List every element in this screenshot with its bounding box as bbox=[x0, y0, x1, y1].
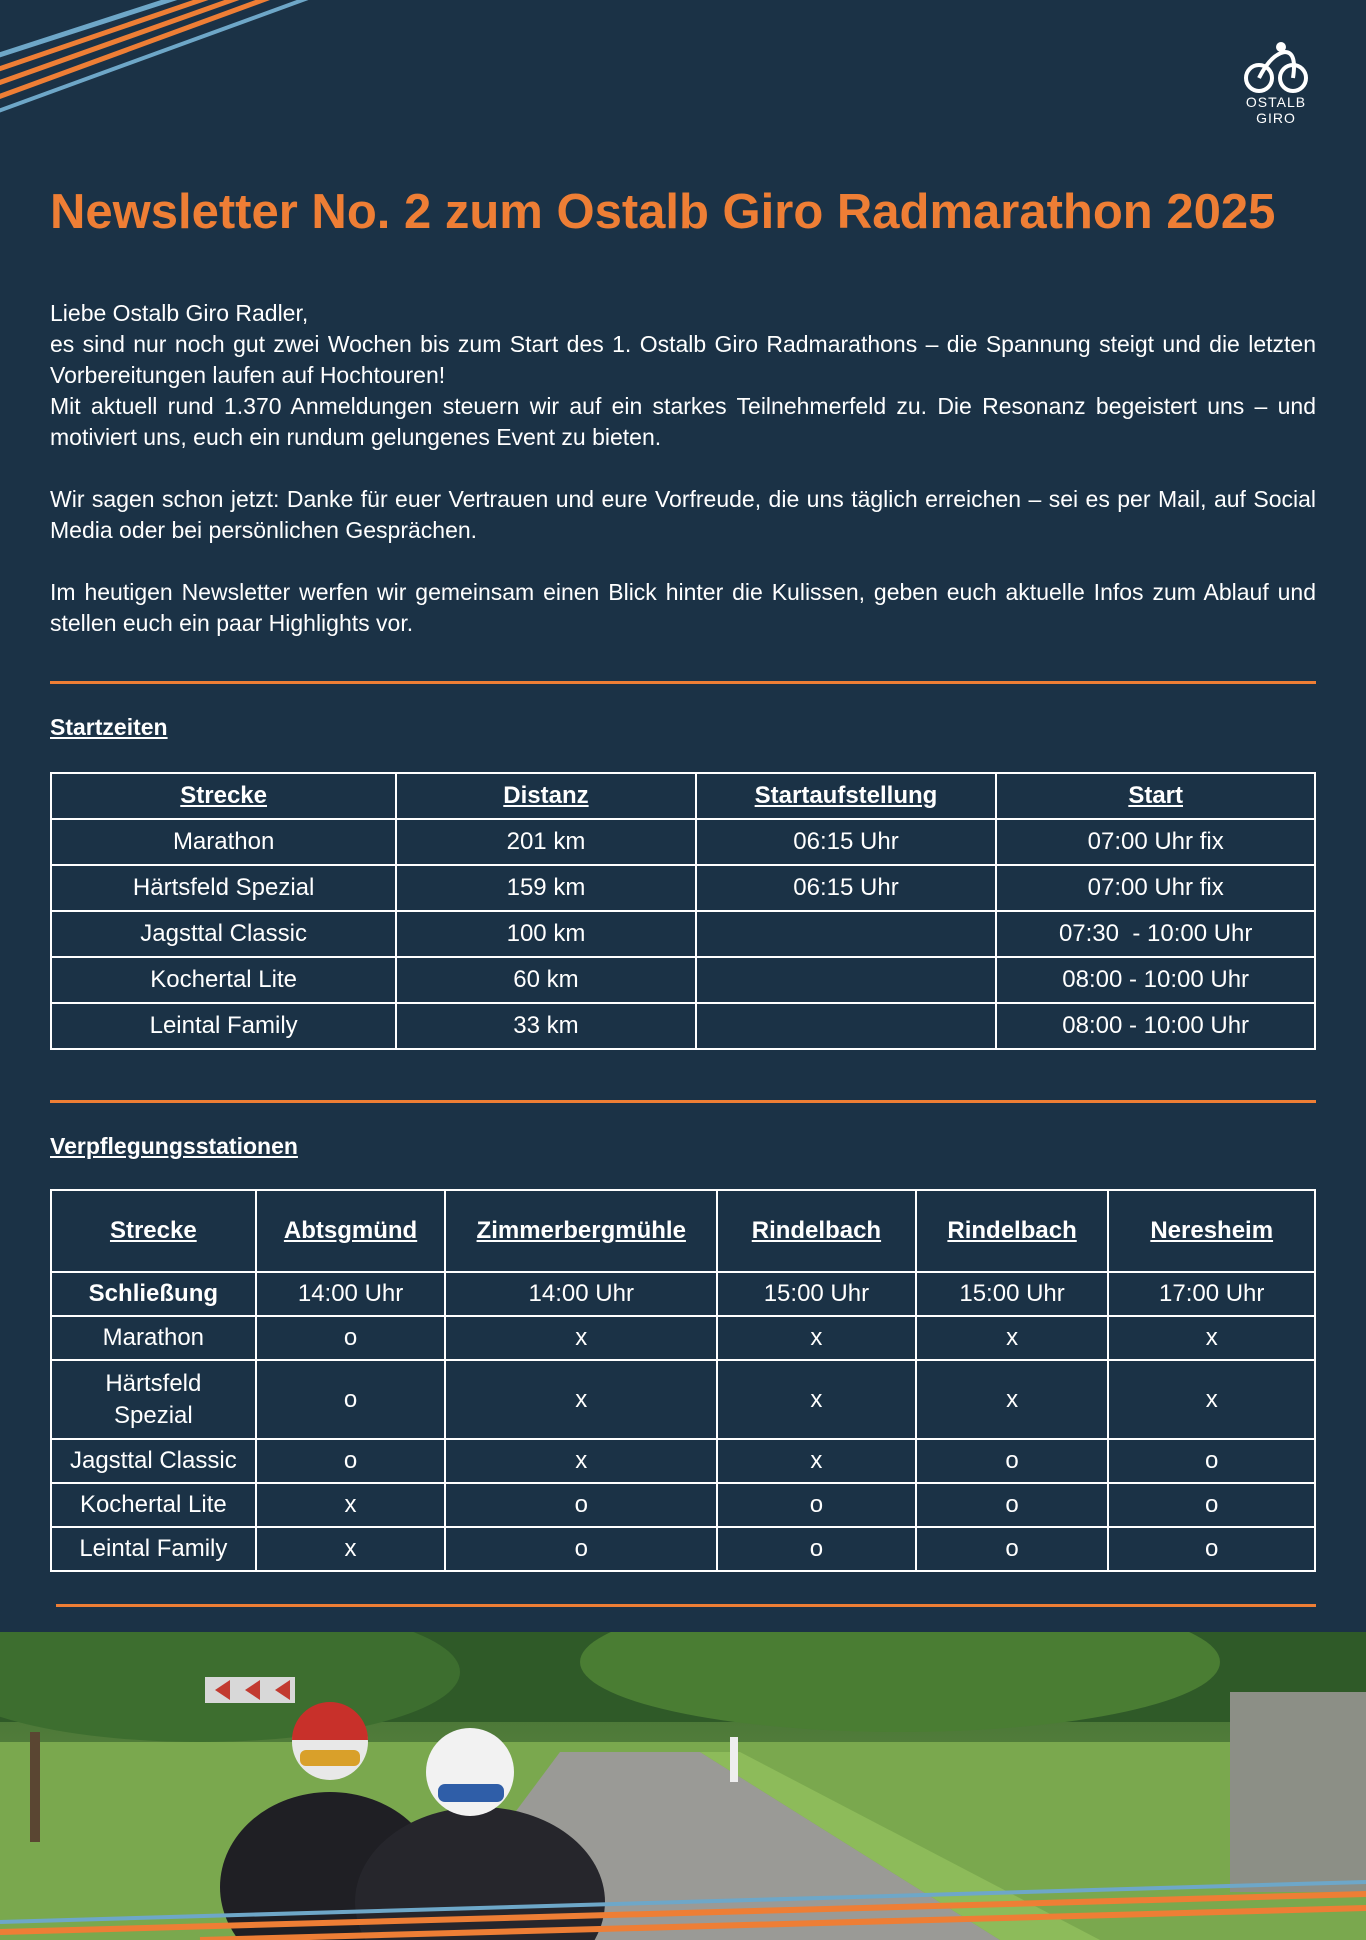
table-cell: Jagsttal Classic bbox=[51, 911, 396, 957]
table-cell: o bbox=[717, 1483, 916, 1527]
table-cell: x bbox=[717, 1316, 916, 1360]
table-cell: x bbox=[916, 1316, 1109, 1360]
ostalb-giro-logo bbox=[1236, 40, 1316, 126]
table-cell: 159 km bbox=[396, 865, 695, 911]
intro-paragraph-4: Im heutigen Newsletter werfen wir gemeinsam einen Blick hinter die Kulissen, geben euch aktuelle Infos zum Ablauf und stellen euch ein paar Highlights vor. bbox=[50, 579, 1316, 636]
table-cell: x bbox=[445, 1360, 717, 1439]
table-cell: o bbox=[445, 1483, 717, 1527]
table-cell: 33 km bbox=[396, 1003, 695, 1049]
table-cell: Kochertal Lite bbox=[51, 957, 396, 1003]
table-cell: o bbox=[1108, 1527, 1315, 1571]
table-cell: Marathon bbox=[51, 1316, 256, 1360]
table-cell: 100 km bbox=[396, 911, 695, 957]
verpflegung-heading: Verpflegungsstationen bbox=[50, 1133, 298, 1159]
bicycle-logo-icon bbox=[1241, 40, 1311, 94]
table-row bbox=[51, 1316, 1315, 1360]
table-cell: o bbox=[445, 1527, 717, 1571]
table-cell: Leintal Family bbox=[51, 1003, 396, 1049]
header-cell: Neresheim bbox=[1108, 1190, 1315, 1272]
table-row bbox=[51, 819, 1315, 865]
table-cell: Leintal Family bbox=[51, 1527, 256, 1571]
table-cell: 08:00 - 10:00 Uhr bbox=[996, 1003, 1315, 1049]
table-cell: 14:00 Uhr bbox=[256, 1272, 446, 1316]
table-row bbox=[51, 1272, 1315, 1316]
logo-text-line1: OSTALB bbox=[1245, 94, 1307, 110]
header-cell: Distanz bbox=[396, 773, 695, 819]
table-cell: 14:00 Uhr bbox=[445, 1272, 717, 1316]
table-row bbox=[51, 865, 1315, 911]
table-cell: Härtsfeld Spezial bbox=[51, 1360, 256, 1439]
table-cell: Schließung bbox=[51, 1272, 256, 1316]
table-cell: x bbox=[445, 1316, 717, 1360]
header-cell: Startaufstellung bbox=[696, 773, 997, 819]
table-cell: x bbox=[717, 1439, 916, 1483]
table-cell: x bbox=[1108, 1360, 1315, 1439]
table-cell: 17:00 Uhr bbox=[1108, 1272, 1315, 1316]
startzeiten-heading: Startzeiten bbox=[50, 714, 168, 740]
table-cell: 201 km bbox=[396, 819, 695, 865]
startzeiten-table bbox=[50, 772, 1316, 1050]
table-cell: x bbox=[1108, 1316, 1315, 1360]
table-cell: x bbox=[445, 1439, 717, 1483]
table-cell: 07:00 Uhr fix bbox=[996, 865, 1315, 911]
header-cell: Abtsgmünd bbox=[256, 1190, 446, 1272]
table-cell: 07:00 Uhr fix bbox=[996, 819, 1315, 865]
table-cell: Härtsfeld Spezial bbox=[51, 865, 396, 911]
table-cell: o bbox=[256, 1360, 446, 1439]
table-row bbox=[51, 1360, 1315, 1439]
table-cell: 06:15 Uhr bbox=[696, 819, 997, 865]
divider-2 bbox=[50, 1100, 1316, 1103]
greeting: Liebe Ostalb Giro Radler, bbox=[50, 300, 309, 326]
corner-stripes-decoration bbox=[0, 0, 340, 120]
table-cell: o bbox=[717, 1527, 916, 1571]
table-cell: o bbox=[916, 1527, 1109, 1571]
logo-text-line2: GIRO bbox=[1256, 110, 1296, 126]
intro-paragraph-3: Wir sagen schon jetzt: Danke für euer Vertrauen und eure Vorfreude, die uns täglich erreichen – sei es per Mail, auf Social Media oder bei persönlichen Gesprächen. bbox=[50, 486, 1316, 543]
table-cell: Kochertal Lite bbox=[51, 1483, 256, 1527]
header-cell: Strecke bbox=[51, 773, 396, 819]
table-row bbox=[51, 911, 1315, 957]
table-cell: o bbox=[1108, 1483, 1315, 1527]
table-cell: 60 km bbox=[396, 957, 695, 1003]
table-row bbox=[51, 1527, 1315, 1571]
header-cell: Rindelbach bbox=[717, 1190, 916, 1272]
table-cell bbox=[696, 911, 997, 957]
header-cell: Zimmerbergmühle bbox=[445, 1190, 717, 1272]
table-cell bbox=[696, 1003, 997, 1049]
header-cell: Start bbox=[996, 773, 1315, 819]
table-cell: o bbox=[916, 1483, 1109, 1527]
intro-paragraph-1: es sind nur noch gut zwei Wochen bis zum Start des 1. Ostalb Giro Radmarathons – die Spannung steigt und die letzten Vorbereitungen laufen auf Hochtouren! bbox=[50, 331, 1316, 388]
divider-3 bbox=[56, 1604, 1316, 1607]
cyclists-photo bbox=[0, 1632, 1366, 1940]
intro-paragraph-2: Mit aktuell rund 1.370 Anmeldungen steuern wir auf ein starkes Teilnehmerfeld zu. Die Resonanz begeistert uns – und motiviert uns, euch ein rundum gelungenes Event zu bieten. bbox=[50, 393, 1316, 450]
table-cell: Jagsttal Classic bbox=[51, 1439, 256, 1483]
newsletter-title: Newsletter No. 2 zum Ostalb Giro Radmarathon 2025 bbox=[50, 185, 1276, 239]
table-row bbox=[51, 957, 1315, 1003]
table-cell: 15:00 Uhr bbox=[717, 1272, 916, 1316]
table-cell: x bbox=[916, 1360, 1109, 1439]
table-cell: Marathon bbox=[51, 819, 396, 865]
verpflegung-table bbox=[50, 1189, 1316, 1572]
table-cell: o bbox=[256, 1439, 446, 1483]
table-cell bbox=[696, 957, 997, 1003]
table-cell: x bbox=[256, 1483, 446, 1527]
table-cell: x bbox=[717, 1360, 916, 1439]
table-cell: x bbox=[256, 1527, 446, 1571]
header-cell: Strecke bbox=[51, 1190, 256, 1272]
table-row bbox=[51, 1483, 1315, 1527]
table-row bbox=[51, 1003, 1315, 1049]
table-header-row bbox=[51, 1190, 1315, 1272]
table-cell: 15:00 Uhr bbox=[916, 1272, 1109, 1316]
table-cell: o bbox=[916, 1439, 1109, 1483]
table-cell: o bbox=[1108, 1439, 1315, 1483]
table-header-row bbox=[51, 773, 1315, 819]
table-cell: 08:00 - 10:00 Uhr bbox=[996, 957, 1315, 1003]
table-cell: 07:30 - 10:00 Uhr bbox=[996, 911, 1315, 957]
intro-text bbox=[50, 298, 1316, 639]
divider-1 bbox=[50, 681, 1316, 684]
table-row bbox=[51, 1439, 1315, 1483]
header-cell: Rindelbach bbox=[916, 1190, 1109, 1272]
table-cell: 06:15 Uhr bbox=[696, 865, 997, 911]
table-cell: o bbox=[256, 1316, 446, 1360]
